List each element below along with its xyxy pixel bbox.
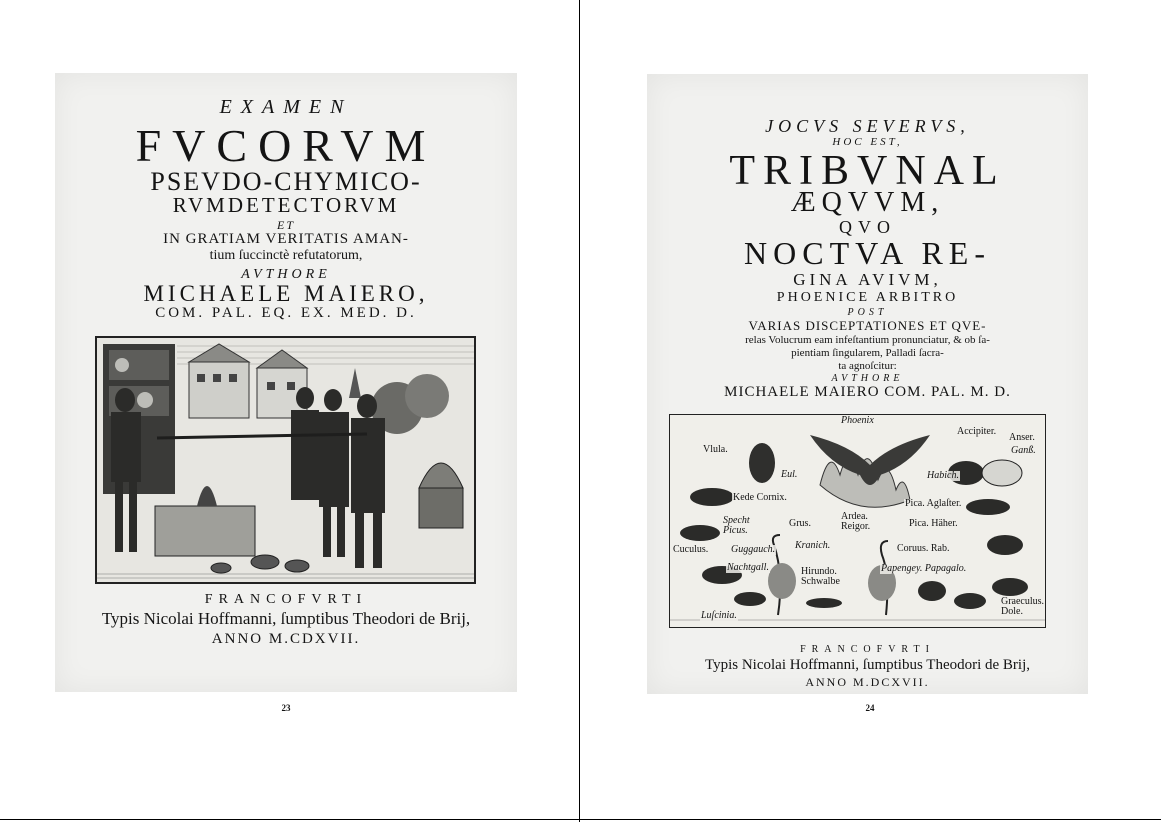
left-title-line-7: tium ſuccinctè refutatorum,	[209, 248, 363, 263]
bird-label-pica-haher: Pica. Häher.	[909, 518, 958, 529]
bird-label-luscinia: Luſcinia.	[701, 610, 737, 621]
left-page-number: 23	[281, 703, 291, 713]
right-imprint-line-1: FRANCOFVRTI	[800, 644, 935, 655]
left-title-line-6: IN GRATIAM VERITATIS AMAN-	[163, 231, 409, 247]
right-title-line-11: relas Volucrum eam infeſtantium pronunciatur, & ob ſa-	[745, 334, 990, 346]
left-title-line-9: MICHAELE MAIERO,	[143, 281, 429, 306]
right-imprint-line-3: ANNO M.DCXVII.	[805, 675, 930, 689]
bird-label-vlula: Vlula.	[703, 444, 728, 455]
bird-label-phoenix: Phoenix	[841, 415, 874, 426]
right-title-line-8: PHOENICE ARBITRO	[776, 290, 959, 305]
bird-label-ardea: Ardea. Reigor.	[840, 512, 880, 532]
right-page-number: 24	[865, 703, 875, 713]
right-title-line-9: POST	[847, 307, 888, 318]
bird-label-pica-aglaster: Pica. Aglaſter.	[905, 498, 962, 509]
right-title-line-15: MICHAELE MAIERO COM. PAL. M. D.	[724, 384, 1011, 400]
bird-label-anser: Anser.	[1009, 432, 1035, 443]
right-title-line-1: JOCVS SEVERVS,	[765, 116, 970, 136]
birds-engraving-image	[669, 414, 1046, 628]
right-title-line-14: AVTHORE	[831, 373, 904, 384]
left-imprint-line-3: ANNO M.CDXVII.	[211, 631, 361, 647]
right-title-page-scan	[647, 74, 1088, 694]
bird-label-nachtgall: Nachtgall.	[727, 562, 769, 573]
left-imprint-line-1: FRANCOFVRTI	[204, 592, 368, 607]
bird-label-grus: Grus.	[789, 518, 811, 529]
right-title-line-4: ÆQVVM,	[790, 187, 945, 218]
left-imprint-line-2: Typis Nicolai Hoffmanni, ſumptibus Theodori de Brij,	[101, 609, 471, 628]
bird-label-papagey: Papengey. Papagalo.	[881, 563, 967, 574]
left-title-line-2: FVCORVM	[135, 120, 437, 171]
right-page-bottom-border	[580, 819, 1161, 820]
right-title-line-6: NOCTVA RE-	[744, 235, 991, 271]
right-title-line-10: VARIAS DISCEPTATIONES ET QVE-	[748, 318, 987, 333]
left-title-page-scan	[55, 73, 517, 692]
left-title-line-5: ET	[276, 218, 295, 232]
left-title-line-10: COM. PAL. EQ. EX. MED. D.	[155, 305, 417, 321]
right-imprint-line-2: Typis Nicolai Hoffmanni, ſumptibus Theodori de Brij,	[704, 657, 1031, 673]
right-title-line-7: GINA AVIVM,	[793, 270, 942, 289]
bird-label-hirundo: Hirundo. Schwalbe	[800, 567, 846, 587]
right-title-line-3: TRIBVNAL	[729, 148, 1006, 194]
right-title-line-2: HOC EST,	[832, 136, 903, 148]
bird-label-kranich: Kranich.	[795, 540, 831, 551]
left-title-line-1: EXAMEN	[219, 96, 353, 118]
alchemists-engraving-image	[95, 336, 476, 584]
bird-label-habich: Habich.	[927, 470, 959, 481]
right-title-line-5: QVO	[839, 217, 896, 237]
left-title-line-4: RVMDETECTORVM	[172, 193, 400, 217]
bird-label-accipiter: Accipiter.	[957, 426, 997, 437]
left-title-line-8: AVTHORE	[241, 267, 331, 282]
spread-divider	[579, 0, 580, 822]
bird-label-eul: Eul.	[781, 469, 798, 480]
left-title-line-3: PSEVDO-CHYMICO-	[150, 167, 422, 196]
bird-label-guggauch: Guggauch.	[731, 544, 776, 555]
bird-label-cuculus: Cuculus.	[673, 544, 709, 555]
bird-label-gans: Ganß.	[1011, 445, 1036, 456]
bird-label-cornix: Kede Cornix.	[733, 492, 787, 503]
bird-label-picus: Specht Picus.	[722, 516, 764, 536]
left-page-bottom-border	[0, 819, 579, 820]
bird-label-graeculus: Graeculus. Dole.	[1001, 596, 1045, 617]
bird-label-coruus: Coruus. Rab.	[897, 543, 950, 554]
right-title-line-13: ta agnoſcitur:	[838, 360, 897, 372]
right-title-line-12: pientiam ſingularem, Palladi ſacra-	[791, 347, 944, 359]
